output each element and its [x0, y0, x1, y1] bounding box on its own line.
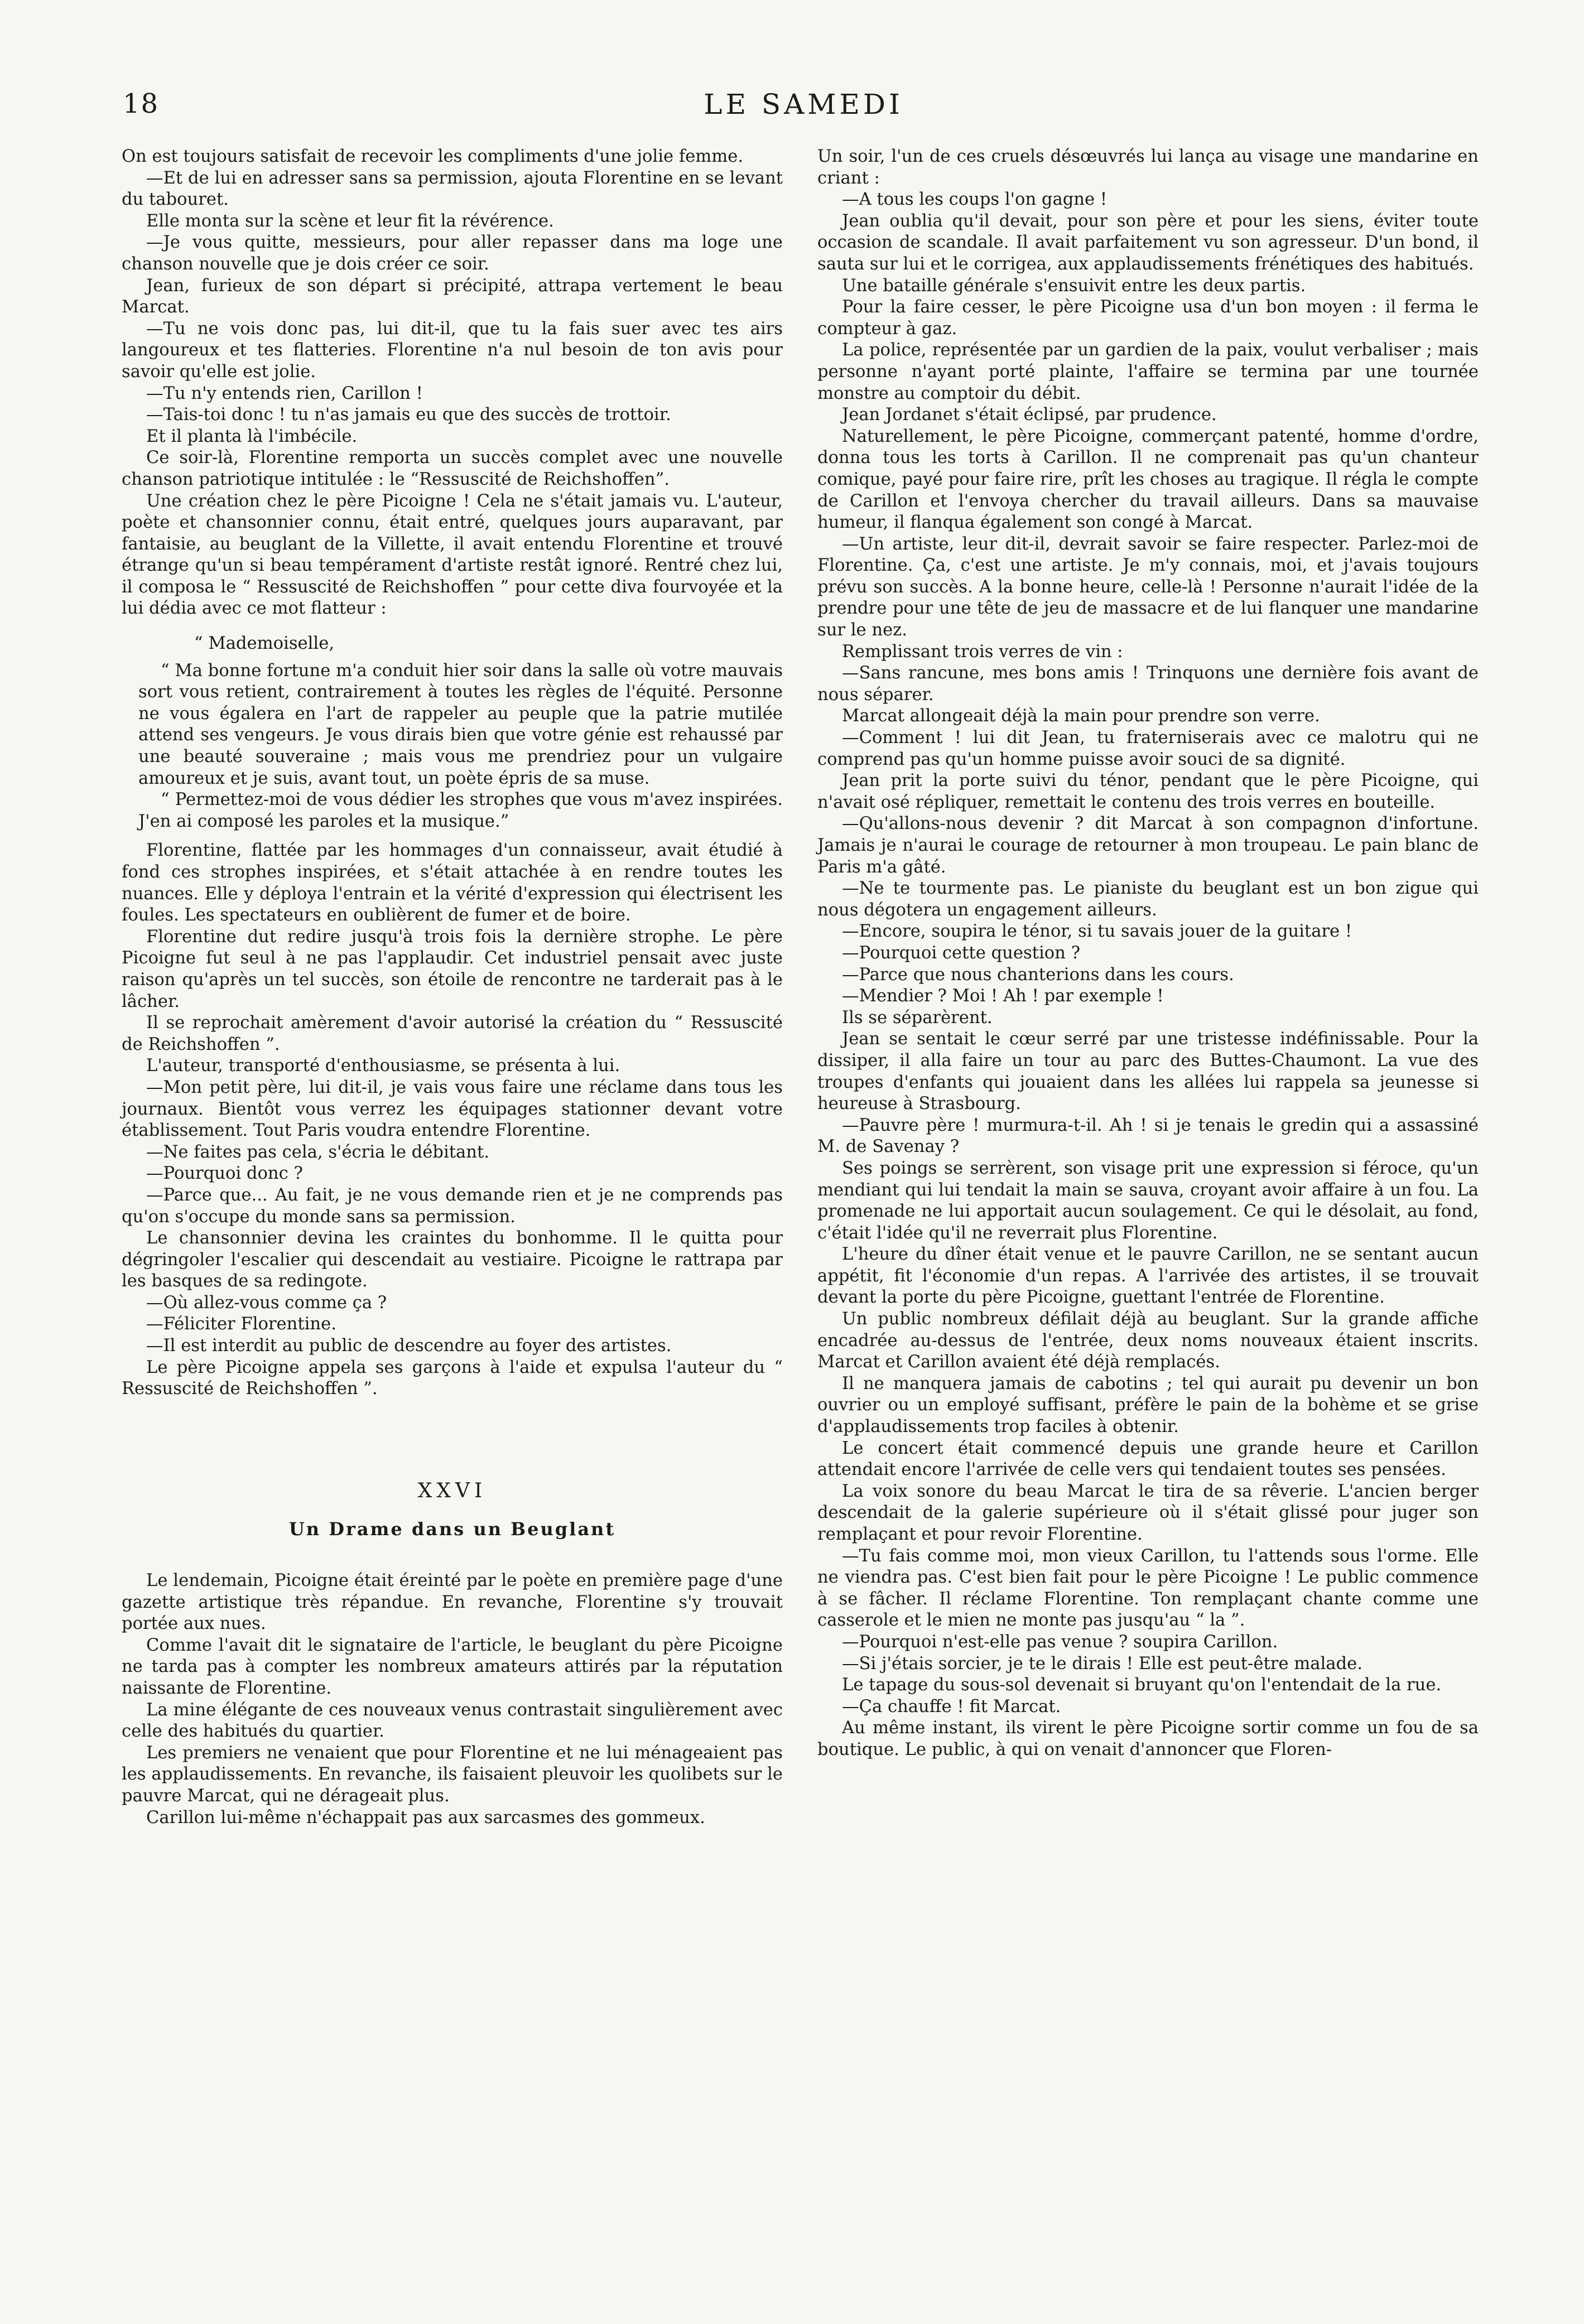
paragraph: Jean oublia qu'il devait, pour son père et pour les siens, éviter toute occasion de scandale. Il avait parfaitement vu son agresseur. D'un bond, il sauta sur lui et le corrigea, aux applaudissements frénétiques des habitués.	[817, 211, 1479, 274]
paragraph: Marcat allongeait déjà la main pour prendre son verre.	[842, 706, 1320, 726]
paragraph: Le concert était commencé depuis une grande heure et Carillon attendait encore l'arrivée de celle vers qui tendaient toutes ses pensées.	[817, 1438, 1479, 1480]
paragraph: —Il est interdit au public de descendre au foyer des artistes.	[146, 1336, 672, 1356]
paragraph: Florentine dut redire jusqu'à trois fois la dernière strophe. Le père Picoigne fut seul à ne pas l'applaudir. Cet industriel pensait avec juste raison qu'après un tel succès, son étoile de rencontre ne tarderait pas à le lâcher.	[122, 927, 783, 1011]
paragraph: Comme l'avait dit le signataire de l'article, le beuglant du père Picoigne ne tarda pas à compter les nombreux amateurs attirés par la réputation naissante de Florentine.	[122, 1635, 783, 1698]
paragraph: Le père Picoigne appela ses garçons à l'aide et expulsa l'auteur du “ Ressuscité de Reichshoffen ”.	[122, 1357, 783, 1399]
paragraph: —Ne faites pas cela, s'écria le débitant.	[146, 1142, 489, 1162]
paragraph: —Comment ! lui dit Jean, tu fraterniserais avec ce malotru qui ne comprend pas qu'un homme puisse avoir souci de sa dignité.	[817, 728, 1479, 769]
paragraph: —Pauvre père ! murmura-t-il. Ah ! si je tenais le gredin qui a assassiné M. de Savenay ?	[817, 1115, 1479, 1157]
paragraph: Ses poings se serrèrent, son visage prit une expression si féroce, qu'un mendiant qui lui tendait la main se sauva, croyant avoir affaire à un fou. La promenade ne lui apportait aucun soulagement. Ce qui le désolait, au fond, c'était l'idée qu'il ne reverrait plus Florentine.	[817, 1158, 1479, 1243]
paragraph: Un soir, l'un de ces cruels désœuvrés lui lança au visage une mandarine en criant :	[817, 147, 1479, 188]
paragraph: Ils se séparèrent.	[842, 1007, 993, 1028]
letter-paragraph: “ Ma bonne fortune m'a conduit hier soir dans la salle où votre mauvais sort vous retient, contrairement à toutes les règles de l'équité. Personne ne vous égalera en l'art de rappeler au peuple que la patrie mutilée attend ses vengeurs. Je vous dirais bien que votre génie est rehaussé par une beauté souveraine ; mais vous me prendriez pour un vulgaire amoureux et je suis, avant tout, un poète épris de sa muse.	[138, 660, 783, 788]
paragraph: Pour la faire cesser, le père Picoigne usa d'un bon moyen : il ferma le compteur à gaz.	[817, 297, 1479, 339]
paragraph: —Un artiste, leur dit-il, devrait savoir se faire respecter. Parlez-moi de Florentine. Ça, c'est une artiste. Je m'y connais, moi, et j'avais toujours prévu son succès. A la bonne heure, celle-là ! Personne n'aurait l'idée de la prendre pour une tête de jeu de massacre et de lui flanquer une mandarine sur le nez.	[817, 534, 1479, 640]
paragraph: —Tais-toi donc ! tu n'as jamais eu que des succès de trottoir.	[146, 405, 671, 425]
paragraph: —Ne te tourmente pas. Le pianiste du beuglant est un bon zigue qui nous dégotera un engagement ailleurs.	[817, 879, 1479, 920]
paragraph: —Sans rancune, mes bons amis ! Trinquons une dernière fois avant de nous séparer.	[817, 663, 1479, 705]
paragraph: Elle monta sur la scène et leur fit la révérence.	[146, 211, 554, 231]
left-column	[122, 146, 783, 1829]
paragraph: La police, représentée par un gardien de la paix, voulut verbaliser ; mais personne n'ayant porté plainte, l'affaire se termina par une tournée monstre au comptoir du débit.	[817, 340, 1479, 403]
right-column	[817, 146, 1479, 1761]
chapter-number: XXVI	[417, 1479, 487, 1502]
paragraph: L'auteur, transporté d'enthousiasme, se présenta à lui.	[146, 1056, 620, 1076]
paragraph: La mine élégante de ces nouveaux venus contrastait singulièrement avec celle des habitués du quartier.	[122, 1700, 783, 1742]
paragraph: —Je vous quitte, messieurs, pour aller repasser dans ma loge une chanson nouvelle que je dois créer ce soir.	[122, 233, 783, 274]
paragraph: —Et de lui en adresser sans sa permission, ajouta Florentine en se levant du tabouret.	[122, 168, 783, 210]
letter-salutation: “ Mademoiselle,	[194, 634, 335, 654]
page-header	[123, 88, 1484, 122]
paragraph: —Féliciter Florentine.	[146, 1314, 336, 1334]
paragraph: La voix sonore du beau Marcat le tira de sa rêverie. L'ancien berger descendait de la galerie supérieure où il s'était glissé pour juger son remplaçant et pour revoir Florentine.	[817, 1481, 1479, 1544]
paragraph: —Où allez-vous comme ça ?	[146, 1293, 387, 1313]
paragraph: —Ça chauffe ! fit Marcat.	[842, 1696, 1061, 1717]
paragraph: Le tapage du sous-sol devenait si bruyant qu'on l'entendait de la rue.	[842, 1675, 1442, 1695]
paragraph: —Tu fais comme moi, mon vieux Carillon, tu l'attends sous l'orme. Elle ne viendra pas. C'est bien fait pour le père Picoigne ! Le public commence à se fâcher. Il réclame Florentine. Ton remplaçant chante comme une casserole et le mien ne monte pas jusqu'au “ la ”.	[817, 1546, 1479, 1631]
paragraph: —Pourquoi n'est-elle pas venue ? soupira Carillon.	[842, 1632, 1278, 1652]
paragraph: Le lendemain, Picoigne était éreinté par le poète en première page d'une gazette artistique très répandue. En revanche, Florentine s'y trouvait portée aux nues.	[122, 1571, 783, 1634]
paragraph: Un public nombreux défilait déjà au beuglant. Sur la grande affiche encadrée au-dessus de l'entrée, deux noms nouveaux étaient inscrits. Marcat et Carillon avaient été déjà remplacés.	[817, 1309, 1479, 1372]
paragraph: —Tu n'y entends rien, Carillon !	[146, 383, 423, 403]
paragraph: —Pourquoi donc ?	[146, 1164, 303, 1184]
paragraph: —Parce que... Au fait, je ne vous demande rien et je ne comprends pas qu'on s'occupe du monde sans sa permission.	[122, 1185, 783, 1227]
paragraph: —Qu'allons-nous devenir ? dit Marcat à son compagnon d'infortune. Jamais je n'aurai le courage de retourner à mon troupeau. Le pain blanc de Paris m'a gâté.	[817, 814, 1479, 877]
paragraph: Jean se sentait le cœur serré par une tristesse indéfinissable. Pour la dissiper, il alla faire un tour au parc des Buttes-Chaumont. La vue des troupes d'enfants qui jouaient dans les allées lui rappela sa jeunesse si heureuse à Strasbourg.	[817, 1029, 1479, 1114]
paragraph: Une création chez le père Picoigne ! Cela ne s'était jamais vu. L'auteur, poète et chansonnier connu, était entré, quelques jours auparavant, par fantaisie, au beuglant de la Villette, il avait entendu Florentine et trouvé étrange qu'un si beau tempérament d'artiste restât ignoré. Rentré chez lui, il composa le “ Ressuscité de Reichshoffen ” pour cette diva fourvoyée et la lui dédia avec ce mot flatteur :	[122, 491, 783, 619]
paragraph: —Encore, soupira le ténor, si tu savais jouer de la guitare !	[842, 922, 1352, 942]
paragraph: Naturellement, le père Picoigne, commerçant patenté, homme d'ordre, donna tous les torts à Carillon. Il ne comprenait pas qu'un chanteur comique, payé pour faire rire, prît les choses au tragique. Il régla le compte de Carillon et l'envoya chercher du travail ailleurs. Dans sa mauvaise humeur, il flanqua également son congé à Marcat.	[817, 426, 1479, 533]
paragraph: Les premiers ne venaient que pour Florentine et ne lui ménageaient pas les applaudissements. En revanche, ils faisaient pleuvoir les quolibets sur le pauvre Marcat, qui ne dérageait plus.	[122, 1743, 783, 1806]
paragraph: Jean Jordanet s'était éclipsé, par prudence.	[842, 405, 1217, 425]
paragraph: —Mon petit père, lui dit-il, je vais vous faire une réclame dans tous les journaux. Bientôt vous verrez les équipages stationner devant votre établissement. Tout Paris voudra entendre Florentine.	[122, 1077, 783, 1141]
paragraph: Au même instant, ils virent le père Picoigne sortir comme un fou de sa boutique. Le public, à qui on venait d'annoncer que Floren-	[817, 1718, 1479, 1759]
paragraph: Jean prit la porte suivi du ténor, pendant que le père Picoigne, qui n'avait osé répliquer, remettait le contenu des trois verres en bouteille.	[817, 771, 1479, 812]
paragraph: —Tu ne vois donc pas, lui dit-il, que tu la fais suer avec tes airs langoureux et tes flatteries. Florentine n'a nul besoin de ton avis pour savoir qu'elle est jolie.	[122, 319, 783, 382]
paragraph: Ce soir-là, Florentine remporta un succès complet avec une nouvelle chanson patriotique intitulée : le “Ressuscité de Reichshoffen”.	[122, 448, 783, 489]
page-number: 18	[123, 88, 160, 119]
paragraph: Il se reprochait amèrement d'avoir autorisé la création du “ Ressuscité de Reichshoffen ”.	[122, 1013, 783, 1054]
paragraph: Une bataille générale s'ensuivit entre les deux partis.	[842, 276, 1306, 296]
paragraph: L'heure du dîner était venue et le pauvre Carillon, ne se sentant aucun appétit, fit l'économie d'un repas. A l'arrivée des artistes, il se trouvait devant la porte du père Picoigne, guettant l'entrée de Florentine.	[817, 1245, 1479, 1308]
paragraph: Et il planta là l'imbécile.	[146, 426, 358, 446]
running-title: LE SAMEDI	[704, 88, 903, 120]
paragraph: Le chansonnier devina les craintes du bonhomme. Il le quitta pour dégringoler l'escalier qui descendait au vestiaire. Picoigne le rattrapa par les basques de sa redingote.	[122, 1228, 783, 1291]
paragraph: Remplissant trois verres de vin :	[842, 642, 1123, 662]
paragraph: —Mendier ? Moi ! Ah ! par exemple !	[842, 986, 1164, 1006]
paragraph: Florentine, flattée par les hommages d'un connaisseur, avait étudié à fond ces strophes inspirées, et s'était attachée à en rendre toutes les nuances. Elle y déploya l'entrain et la vérité d'expression qui électrisent les foules. Les spectateurs en oublièrent de fumer et de boire.	[122, 841, 783, 925]
paragraph: Il ne manquera jamais de cabotins ; tel qui aurait pu devenir un bon ouvrier ou un employé suffisant, préfère le pain de la bohème et se grise d'applaudissements trop faciles à obtenir.	[817, 1373, 1479, 1437]
chapter-title: Un Drame dans un Beuglant	[288, 1518, 616, 1540]
letter-paragraph: “ Permettez-moi de vous dédier les strophes que vous m'avez inspirées. J'en ai composé les paroles et la musique.”	[138, 790, 783, 831]
paragraph: On est toujours satisfait de recevoir les compliments d'une jolie femme.	[122, 147, 744, 166]
paragraph: —Si j'étais sorcier, je te le dirais ! Elle est peut-être malade.	[842, 1653, 1362, 1674]
paragraph: —A tous les coups l'on gagne !	[842, 190, 1108, 210]
paragraph: —Parce que nous chanterions dans les cours.	[842, 965, 1234, 985]
paragraph: —Pourquoi cette question ?	[842, 943, 1080, 963]
paragraph: Carillon lui-même n'échappait pas aux sarcasmes des gommeux.	[146, 1807, 705, 1828]
paragraph: Jean, furieux de son départ si précipité, attrapa vertement le beau Marcat.	[122, 276, 783, 317]
